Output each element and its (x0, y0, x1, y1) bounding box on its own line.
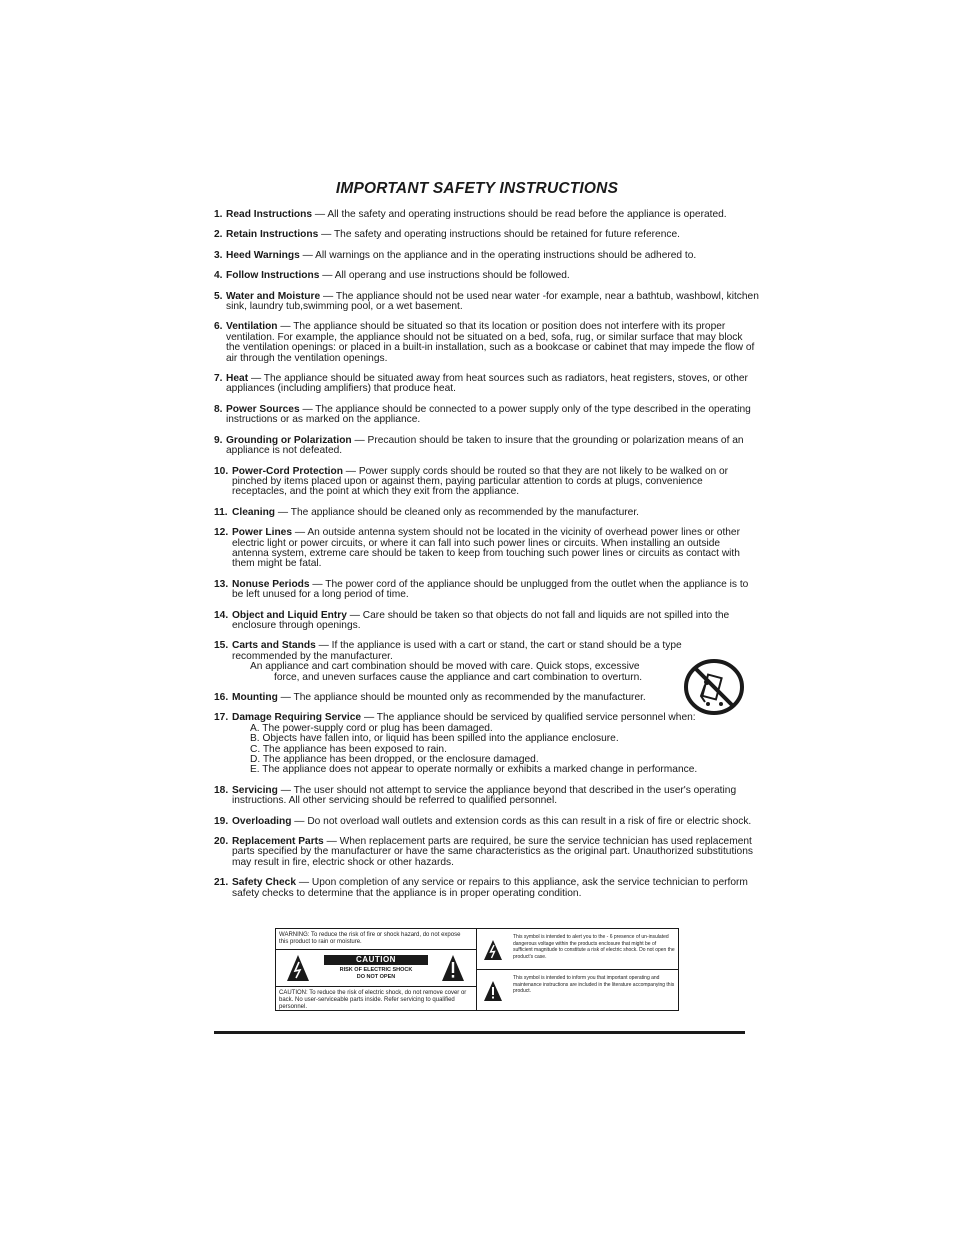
item-number: 18. (214, 784, 229, 796)
dash: — (294, 815, 305, 827)
warning-caution-box (275, 928, 679, 1011)
list-item (214, 322, 759, 364)
risk-text (316, 967, 436, 980)
item-description: An outside antenna system should not be located in the vicinity of overhead power lines or other electric light or power circuits, or where it can fall into such power lines or circuits. When installing an outside antenna system, extreme care should be taken to keep from touching such power lines or circuits as contact with them might be fatal. (232, 527, 740, 570)
lightning-warning-icon (483, 939, 503, 961)
risk-line: DO NOT OPEN (356, 973, 396, 980)
list-item (214, 878, 759, 899)
item-description: The appliance should not be used near water -for example, near a bathtub, washbowl, kitchen sink, laundry tub,swimming pool, or a wet basement. (226, 290, 759, 313)
dash: — (349, 609, 360, 621)
item-number: 15. (214, 640, 229, 652)
dash: — (321, 229, 332, 241)
dash: — (345, 465, 356, 477)
risk-line: RISK OF ELECTRIC SHOCK (339, 967, 413, 973)
item-number: 13. (214, 578, 229, 590)
item-number: 3. (214, 249, 223, 261)
item-heading: Object and Liquid Entry (232, 609, 347, 621)
list-item (214, 251, 759, 261)
list-item (214, 230, 759, 240)
caution-panel (276, 929, 477, 1010)
item-description: The appliance should be connected to a power supply only of the type described in the operating instructions or as marked on the appliance. (226, 403, 751, 426)
sub-item: C. The appliance has been exposed to rain. (250, 743, 447, 755)
item-description: The appliance should be situated away from heat sources such as radiators, heat registers, stoves, or other appliances (including amplifiers) that produce heat. (226, 373, 748, 395)
item-description: The appliance should be mounted only as recommended by the manufacturer. (293, 692, 646, 703)
sub-item: B. Objects have fallen into, or liquid has been spilled into the appliance enclosure. (250, 733, 619, 745)
item-description: Power supply cords should be routed so that they are not likely to be walked on or pinched by items placed upon or against them, paying particular attention to cords at plugs, convenience receptacles, and the point at which they exit from the appliance. (232, 465, 729, 498)
item-description-line: An appliance and cart combination should be moved with care. Quick stops, excessive (250, 661, 640, 673)
item-heading: Mounting (232, 692, 278, 703)
list-item (214, 210, 759, 220)
item-heading: Power Lines (232, 527, 293, 539)
item-number: 14. (214, 609, 229, 621)
bottom-divider (214, 1031, 745, 1034)
item-description: The power cord of the appliance should be unplugged from the outlet when the appliance is to be left unused for a long period of time. (232, 578, 749, 601)
item-heading: Follow Instructions (226, 270, 320, 282)
cart-tipover-warning-icon (683, 658, 745, 716)
dash: — (280, 321, 291, 333)
item-description: Care should be taken so that objects do not fall and liquids are not spilled into the enclosure through openings. (232, 609, 730, 631)
item-heading: Heat (226, 373, 249, 385)
page-title: IMPORTANT SAFETY INSTRUCTIONS (335, 180, 619, 197)
dash: — (298, 877, 310, 889)
list-item (214, 405, 759, 426)
item-heading: Servicing (232, 784, 278, 796)
symbol-explanations (477, 929, 678, 1010)
item-number: 2. (214, 229, 223, 241)
dash: — (277, 506, 289, 518)
item-description: When replacement parts are required, be sure the service technician has used replacement parts specified by the manufacturer or have the same characteristics as the original part. Unauthorized substitutions may result in fire, electric shock or other hazards. (232, 836, 753, 868)
list-item (214, 508, 759, 518)
list-item (214, 817, 759, 827)
symbol-description: This symbol is intended to inform you that important operating and maintenance instructions are included in the literature accompanying this product. (513, 975, 675, 995)
list-item (214, 611, 759, 632)
dash: — (250, 373, 262, 385)
list-item (214, 641, 759, 683)
symbol-row (477, 970, 678, 1010)
item-description: If the appliance is used with a cart or stand, the cart or stand should be a type recommended by the manufacturer. (232, 640, 682, 662)
list-item (214, 292, 759, 313)
item-heading: Ventilation (226, 321, 278, 333)
item-number: 11. (214, 506, 228, 518)
item-heading: Grounding or Polarization (226, 434, 352, 446)
item-description: All operang and use instructions should be followed. (334, 270, 570, 282)
item-description: The appliance should be situated so that its location or position does not interfere with its proper ventilation. For example, the appliance should not be situated on a bed, sofa, rug, or similar surface that may block the ventilation openings: or placed in a built-in installation, such as a bookcase or cabinet that may impede the flow of air through the ventilation openings. (226, 321, 755, 364)
exclamation-warning-icon (441, 954, 465, 982)
lightning-warning-icon (286, 954, 310, 982)
item-heading: Cleaning (232, 506, 276, 518)
exclamation-warning-icon (483, 980, 503, 1002)
item-number: 21. (214, 877, 229, 889)
item-number: 1. (214, 209, 223, 220)
item-description: The appliance should be cleaned only as recommended by the manufacturer. (290, 506, 640, 518)
item-number: 12. (214, 527, 229, 539)
dash: — (312, 578, 323, 590)
list-item (214, 374, 759, 395)
list-item (214, 786, 759, 807)
item-heading: Retain Instructions (226, 229, 319, 241)
dash: — (302, 403, 313, 415)
list-item (214, 436, 759, 457)
item-heading: Damage Requiring Service (232, 712, 362, 724)
item-number: 5. (214, 290, 223, 302)
item-description: Upon completion of any service or repairs to this appliance, ask the service technician to perform safety checks to determine that the appliance is in proper operating condition. (232, 877, 748, 899)
item-heading: Replacement Parts (232, 836, 324, 848)
item-number: 7. (214, 373, 223, 385)
list-item (214, 837, 759, 868)
item-heading: Carts and Stands (232, 640, 316, 652)
item-number: 16. (214, 692, 229, 703)
item-number: 20. (214, 836, 229, 848)
dash: — (302, 249, 313, 261)
item-description: Precaution should be taken to insure that the grounding or polarization means of an appliance is not defeated. (226, 434, 744, 457)
symbol-row (477, 929, 678, 970)
instruction-list (214, 210, 759, 909)
item-number: 17. (214, 712, 229, 724)
dash: — (323, 290, 334, 302)
item-description: The appliance should be serviced by qualified service personnel when: (376, 712, 696, 724)
sub-list (232, 724, 759, 776)
warning-text: WARNING: To reduce the risk of fire or shock hazard, do not expose this product to rain or moisture. (279, 932, 461, 945)
list-item (214, 580, 759, 601)
item-description: The safety and operating instructions should be retained for future reference. (333, 229, 680, 241)
item-description: Do not overload wall outlets and extension cords as this can result in a risk of fire or electric shock. (307, 815, 752, 827)
dash: — (294, 527, 306, 539)
dash: — (322, 270, 333, 282)
list-item (214, 467, 759, 498)
item-heading: Heed Warnings (226, 249, 300, 261)
list-item (214, 528, 759, 570)
dash: — (326, 836, 337, 848)
dash: — (280, 784, 291, 796)
list-item (214, 271, 759, 281)
caution-text: CAUTION: To reduce the risk of electric shock, do not remove cover or back. No user-serviceable parts inside. Refer servicing to qualified personnel. (279, 990, 467, 1010)
item-heading: Safety Check (232, 877, 296, 889)
caution-label: CAUTION (324, 955, 428, 965)
sub-item: A. The power-supply cord or plug has been damaged. (250, 722, 493, 734)
item-heading: Water and Moisture (226, 290, 321, 302)
item-heading: Power-Cord Protection (232, 465, 343, 477)
list-item (214, 713, 759, 775)
item-number: 9. (214, 434, 223, 446)
item-description: All the safety and operating instructions should be read before the appliance is operated. (327, 209, 727, 220)
symbol-description: This symbol is intended to alert you to the - 6 presence of un-insulated dangerous voltage within the products enclosure that might be of sufficient magnitude to constitute a risk of electric shock. Do not open the product's case. (513, 934, 675, 960)
item-number: 8. (214, 403, 223, 415)
dash: — (354, 434, 365, 446)
item-heading: Power Sources (226, 403, 300, 415)
item-description-line: force, and uneven surfaces cause the appliance and cart combination to overturn. (274, 671, 643, 683)
item-number: 19. (214, 815, 229, 827)
item-number: 6. (214, 321, 223, 333)
sub-item: D. The appliance has been dropped, or the enclosure damaged. (250, 754, 539, 766)
dash: — (314, 209, 326, 220)
list-item (214, 693, 759, 703)
item-heading: Read Instructions (226, 209, 313, 220)
dash: — (363, 712, 375, 724)
item-heading: Nonuse Periods (232, 578, 310, 590)
item-description: The user should not attempt to service the appliance beyond that described in the user's operating instructions. All other servicing should be referred to qualified personnel. (232, 784, 737, 807)
dash: — (280, 692, 291, 703)
item-number: 4. (214, 270, 223, 282)
caution-label-area (276, 949, 476, 987)
dash: — (318, 640, 329, 652)
item-description: All warnings on the appliance and in the operating instructions should be adhered to. (315, 249, 697, 261)
sub-item: E. The appliance does not appear to operate normally or exhibits a marked change in performance. (250, 764, 698, 776)
item-number: 10. (214, 465, 229, 477)
item-heading: Overloading (232, 815, 292, 827)
